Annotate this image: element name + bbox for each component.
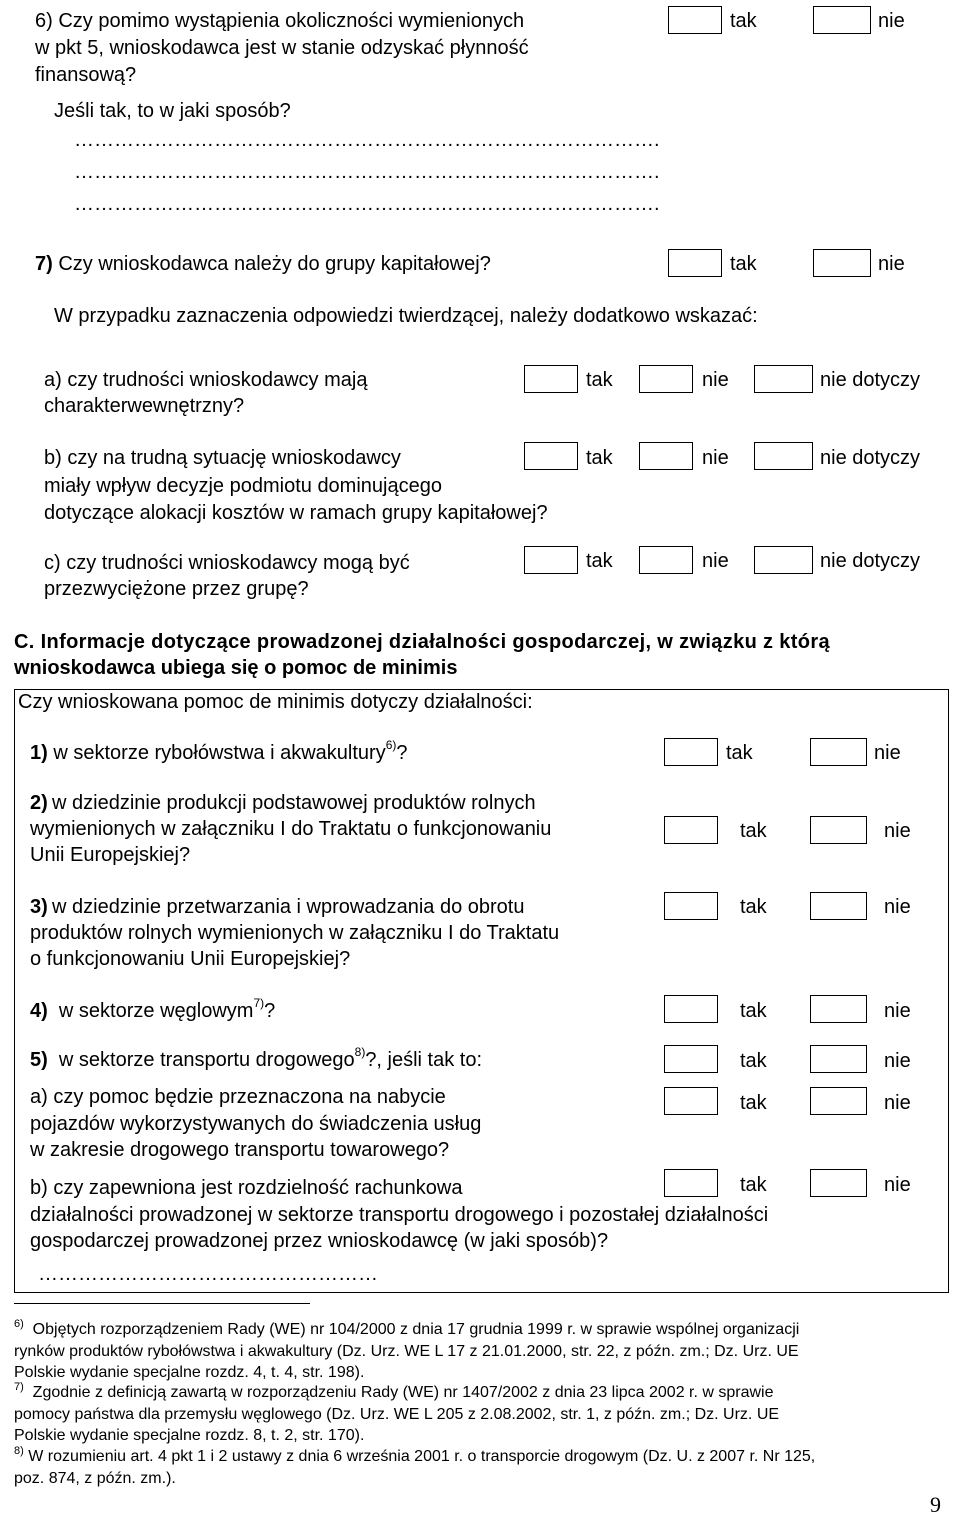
c5b-line-2: działalności prowadzonej w sektorze transportu drogowego i pozostałej działalności	[30, 1204, 769, 1226]
c2-line-1: w dziedzinie produkcji podstawowej produktów rolnych	[52, 792, 536, 814]
c1-no-label: nie	[874, 742, 901, 764]
c4-number: 4)	[30, 1000, 48, 1022]
c5-number: 5)	[30, 1049, 48, 1071]
q7a-line-2: charakterwewnętrzny?	[44, 395, 245, 417]
q6-yes-label: tak	[730, 10, 757, 32]
c4-no-checkbox[interactable]	[810, 995, 867, 1023]
c4-footnote-ref: 7)	[253, 996, 265, 1010]
c5b-answer-dots[interactable]: ……………………………………………	[38, 1263, 378, 1285]
q6-no-checkbox[interactable]	[813, 6, 871, 34]
q7-yes-label: tak	[730, 253, 757, 275]
q7c-na-checkbox[interactable]	[754, 546, 813, 574]
footnote-6-line-3: Polskie wydanie specjalne rozdz. 4, t. 4, str. 198).	[14, 1364, 365, 1381]
section-c-frame	[14, 689, 949, 1293]
c1-yes-checkbox[interactable]	[664, 738, 718, 766]
section-c-title-line-1: C. Informacje dotyczące prowadzonej działalności gospodarczej, w związku z którą	[14, 631, 830, 653]
footnote-7-marker: 7)	[14, 1381, 24, 1393]
c4-no-label: nie	[884, 1000, 911, 1022]
q6-answer-dots-1[interactable]: …………………………………………………………………………….	[74, 129, 660, 151]
c1-after: ?	[396, 742, 408, 764]
c1-number: 1)	[30, 742, 48, 764]
c5b-yes-checkbox[interactable]	[664, 1169, 718, 1197]
c3-number: 3)	[30, 896, 48, 918]
q7c-no-checkbox[interactable]	[639, 546, 693, 574]
c5-yes-checkbox[interactable]	[664, 1045, 718, 1073]
q6-no-label: nie	[878, 10, 905, 32]
page-number: 9	[930, 1492, 941, 1517]
footnote-7-text-1: Zgodnie z definicją zawartą w rozporządzeniu Rady (WE) nr 1407/2002 z dnia 23 lipca 2002 r. w sprawie	[32, 1384, 774, 1401]
q6-line-3: finansową?	[35, 64, 137, 86]
q7-note: W przypadku zaznaczenia odpowiedzi twierdzącej, należy dodatkowo wskazać:	[54, 305, 758, 327]
q7b-no-label: nie	[702, 447, 729, 469]
q7c-line-1: c) czy trudności wnioskodawcy mogą być	[44, 552, 410, 574]
q7-no-checkbox[interactable]	[813, 249, 871, 277]
q7a-na-label: nie dotyczy	[820, 369, 921, 391]
c5a-line-1: a) czy pomoc będzie przeznaczona na nabycie	[30, 1086, 446, 1108]
footnote-separator	[14, 1303, 310, 1304]
c5b-line-3: gospodarczej prowadzonej przez wnioskodawcę (w jaki sposób)?	[30, 1230, 609, 1252]
c2-line-2: wymienionych w załączniku I do Traktatu o funkcjonowaniu	[30, 818, 552, 840]
c3-yes-checkbox[interactable]	[664, 892, 718, 920]
c4-yes-checkbox[interactable]	[664, 995, 718, 1023]
q7c-yes-label: tak	[586, 550, 613, 572]
section-c-question: Czy wnioskowana pomoc de minimis dotyczy działalności:	[18, 691, 533, 713]
c3-no-checkbox[interactable]	[810, 892, 867, 920]
c1-question	[30, 738, 408, 764]
footnote-6-line-1	[14, 1318, 800, 1338]
c5-no-label: nie	[884, 1050, 911, 1072]
q7b-na-checkbox[interactable]	[754, 442, 813, 470]
footnote-7-line-2: pomocy państwa dla przemysłu węglowego (Dz. Urz. WE L 205 z 2.08.2002, str. 1, z późn. zm.; Dz. Urz. UE	[14, 1406, 780, 1423]
c5a-no-checkbox[interactable]	[810, 1087, 867, 1115]
c1-yes-label: tak	[726, 742, 753, 764]
c5a-yes-checkbox[interactable]	[664, 1087, 718, 1115]
q7a-no-checkbox[interactable]	[639, 365, 693, 393]
c5b-line-1: b) czy zapewniona jest rozdzielność rachunkowa	[30, 1177, 463, 1199]
q7-text: Czy wnioskodawca należy do grupy kapitałowej?	[58, 253, 491, 275]
q7-question	[35, 254, 491, 274]
q6-answer-dots-2[interactable]: …………………………………………………………………………….	[74, 161, 660, 183]
c3-no-label: nie	[884, 896, 911, 918]
c1-footnote-ref: 6)	[385, 738, 397, 752]
q7c-na-label: nie dotyczy	[820, 550, 921, 572]
q7b-na-label: nie dotyczy	[820, 447, 921, 469]
footnote-8-line-1	[14, 1445, 816, 1465]
q6-line-2: w pkt 5, wnioskodawca jest w stanie odzyskać płynność	[35, 37, 529, 59]
c5-text: w sektorze transportu drogowego	[58, 1049, 355, 1071]
section-c-title-line-2: wnioskodawca ubiega się o pomoc de minimis	[14, 657, 458, 679]
c1-no-checkbox[interactable]	[810, 738, 867, 766]
c5b-no-checkbox[interactable]	[810, 1169, 867, 1197]
c5-after: ?, jeśli tak to:	[365, 1049, 483, 1071]
q7-yes-checkbox[interactable]	[668, 249, 722, 277]
c3-line-2: produktów rolnych wymienionych w załączniku I do Traktatu	[30, 922, 560, 944]
q7b-line-2: miały wpływ decyzje podmiotu dominującego	[44, 475, 442, 497]
c3-line-3: o funkcjonowaniu Unii Europejskiej?	[30, 948, 351, 970]
q7a-yes-label: tak	[586, 369, 613, 391]
c4-question	[30, 996, 276, 1022]
c2-number: 2)	[30, 792, 48, 814]
q7b-yes-checkbox[interactable]	[524, 442, 578, 470]
footnote-7-line-3: Polskie wydanie specjalne rozdz. 8, t. 2, str. 170).	[14, 1427, 365, 1444]
q7b-line-3: dotyczące alokacji kosztów w ramach grupy kapitałowej?	[44, 502, 548, 524]
footnote-6-text-1: Objętych rozporządzeniem Rady (WE) nr 104/2000 z dnia 17 grudnia 1999 r. w sprawie wspólnej organizacji	[32, 1321, 800, 1338]
q7a-yes-checkbox[interactable]	[524, 365, 578, 393]
c2-yes-checkbox[interactable]	[664, 816, 718, 844]
c5-question	[30, 1045, 483, 1071]
c5-footnote-ref: 8)	[354, 1045, 366, 1059]
c3-line-1: w dziedzinie przetwarzania i wprowadzania do obrotu	[52, 896, 525, 918]
q6-line-1: 6) Czy pomimo wystąpienia okoliczności wymienionych	[35, 10, 525, 32]
footnote-6-line-2: rynków produktów rybołówstwa i akwakultury (Dz. Urz. WE L 17 z 21.01.2000, str. 22, z późn. zm.; Dz. Urz. UE	[14, 1343, 799, 1360]
q7-number: 7)	[35, 253, 53, 275]
c5a-line-2: pojazdów wykorzystywanych do świadczenia usług	[30, 1113, 482, 1135]
q7b-line-1: b) czy na trudną sytuację wnioskodawcy	[44, 447, 401, 469]
c3-yes-label: tak	[740, 896, 767, 918]
c4-after: ?	[264, 1000, 276, 1022]
c1-text: w sektorze rybołówstwa i akwakultury	[53, 742, 386, 764]
c2-no-checkbox[interactable]	[810, 816, 867, 844]
q6-sub-question: Jeśli tak, to w jaki sposób?	[54, 100, 291, 122]
c2-line-3: Unii Europejskiej?	[30, 844, 191, 866]
c4-yes-label: tak	[740, 1000, 767, 1022]
q7a-no-label: nie	[702, 369, 729, 391]
q7a-na-checkbox[interactable]	[754, 365, 813, 393]
q6-yes-checkbox[interactable]	[668, 6, 722, 34]
q6-answer-dots-3[interactable]: …………………………………………………………………………….	[74, 193, 660, 215]
c5a-yes-label: tak	[740, 1092, 767, 1114]
footnote-6-marker: 6)	[14, 1318, 24, 1330]
c5-no-checkbox[interactable]	[810, 1045, 867, 1073]
c5b-no-label: nie	[884, 1174, 911, 1196]
c4-text: w sektorze węglowym	[58, 1000, 254, 1022]
c5a-no-label: nie	[884, 1092, 911, 1114]
footnote-8-text-1: W rozumieniu art. 4 pkt 1 i 2 ustawy z dnia 6 września 2001 r. o transporcie drogowym (Dz. U. z 2007 r. Nr 125,	[28, 1448, 816, 1465]
q7c-line-2: przezwyciężone przez grupę?	[44, 578, 309, 600]
footnote-8-marker: 8)	[14, 1445, 24, 1457]
footnote-8-line-2: poz. 874, z późn. zm.).	[14, 1470, 176, 1487]
q7c-yes-checkbox[interactable]	[524, 546, 578, 574]
q7a-line-1: a) czy trudności wnioskodawcy mają	[44, 369, 368, 391]
footnote-7-line-1	[14, 1381, 774, 1401]
q7-no-label: nie	[878, 253, 905, 275]
q7b-no-checkbox[interactable]	[639, 442, 693, 470]
c5b-yes-label: tak	[740, 1174, 767, 1196]
c2-no-label: nie	[884, 820, 911, 842]
c2-yes-label: tak	[740, 820, 767, 842]
q7c-no-label: nie	[702, 550, 729, 572]
q7b-yes-label: tak	[586, 447, 613, 469]
c5a-line-3: w zakresie drogowego transportu towarowego?	[30, 1139, 450, 1161]
c5-yes-label: tak	[740, 1050, 767, 1072]
